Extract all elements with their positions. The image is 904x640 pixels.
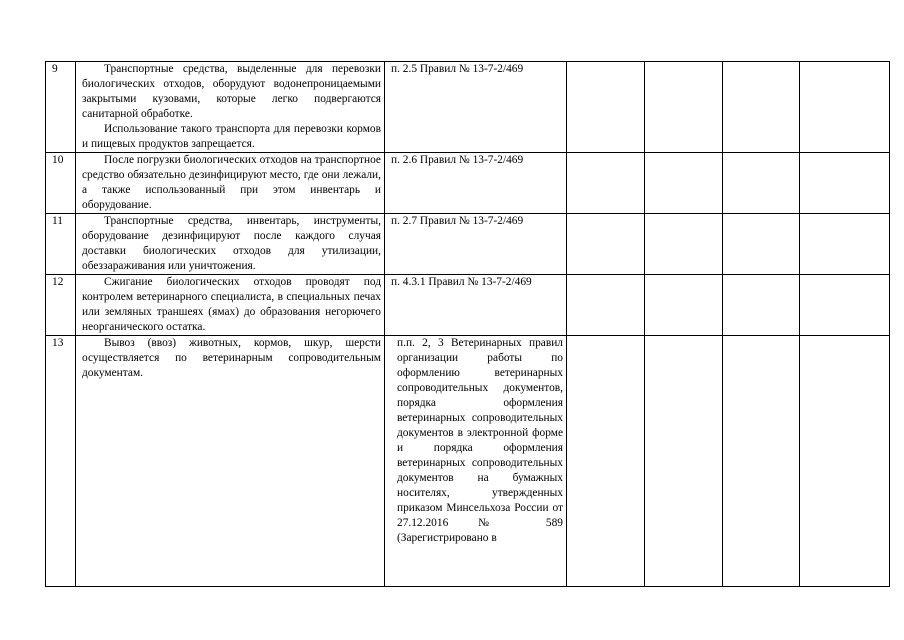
- row-number: 9: [46, 62, 76, 153]
- table-row: [46, 153, 890, 214]
- answer-cell[interactable]: [723, 275, 800, 336]
- requirement-text: После погрузки биологических отходов на транспортное средство обязательно дезинфицируют место, где они лежали, а также использованный при этом инвентарь и оборудование.: [82, 154, 381, 211]
- requirement-text: Транспортные средства, выделенные для перевозки биологических отходов, оборудуют водонепроницаемыми закрытыми кузовами, которые легко подвергаются санитарной обработке.: [82, 63, 381, 120]
- table-row: [46, 275, 890, 336]
- table-row: [46, 336, 890, 587]
- answer-cell[interactable]: [567, 214, 645, 275]
- answer-cell[interactable]: [567, 153, 645, 214]
- answer-cell[interactable]: [800, 275, 890, 336]
- requirement-cell: [76, 62, 385, 153]
- answer-cell[interactable]: [645, 153, 723, 214]
- reference-cell: п. 2.5 Правил № 13-7-2/469: [385, 62, 567, 153]
- answer-cell[interactable]: [645, 275, 723, 336]
- reference-cell: п. 2.7 Правил № 13-7-2/469: [385, 214, 567, 275]
- answer-cell[interactable]: [567, 62, 645, 153]
- answer-cell[interactable]: [800, 153, 890, 214]
- row-number: 13: [46, 336, 76, 587]
- reference-cell: п. 2.6 Правил № 13-7-2/469: [385, 153, 567, 214]
- requirement-text: Транспортные средства, инвентарь, инструменты, оборудование дезинфицируют после каждого случая доставки биологических отходов для утилизации, обеззараживания или уничтожения.: [82, 215, 381, 272]
- answer-cell[interactable]: [645, 336, 723, 587]
- answer-cell[interactable]: [723, 153, 800, 214]
- answer-cell[interactable]: [567, 275, 645, 336]
- row-number: 10: [46, 153, 76, 214]
- answer-cell[interactable]: [800, 336, 890, 587]
- requirement-text: Вывоз (ввоз) животных, кормов, шкур, шерсти осуществляется по ветеринарным сопроводительным документам.: [82, 337, 381, 379]
- answer-cell[interactable]: [723, 214, 800, 275]
- requirement-text: Сжигание биологических отходов проводят под контролем ветеринарного специалиста, в специальных печах или земляных траншеях (ямах) до образования негорючего неорганического остатка.: [82, 276, 381, 333]
- row-number: 12: [46, 275, 76, 336]
- answer-cell[interactable]: [645, 214, 723, 275]
- answer-cell[interactable]: [567, 336, 645, 587]
- requirement-cell: [76, 336, 385, 587]
- checklist-table: [45, 61, 890, 587]
- reference-cell: п. 4.3.1 Правил № 13-7-2/469: [385, 275, 567, 336]
- answer-cell[interactable]: [723, 62, 800, 153]
- answer-cell[interactable]: [800, 214, 890, 275]
- reference-cell: п.п. 2, 3 Ветеринарных правил организации работы по оформлению ветеринарных сопроводительных документов, порядка оформления ветеринарных сопроводительных документов в электронной форме и порядка оформления ветеринарных сопроводительных документов на бумажных носителях, утвержденных приказом Минсельхоза России от 27.12.2016 № 589 (Зарегистрировано в: [385, 336, 567, 587]
- row-number: 11: [46, 214, 76, 275]
- answer-cell[interactable]: [723, 336, 800, 587]
- table-row: [46, 214, 890, 275]
- table-row: [46, 62, 890, 153]
- requirement-cell: [76, 214, 385, 275]
- requirement-cell: [76, 153, 385, 214]
- answer-cell[interactable]: [800, 62, 890, 153]
- requirement-cell: [76, 275, 385, 336]
- requirement-text: Использование такого транспорта для перевозки кормов и пищевых продуктов запрещается.: [82, 123, 381, 150]
- answer-cell[interactable]: [645, 62, 723, 153]
